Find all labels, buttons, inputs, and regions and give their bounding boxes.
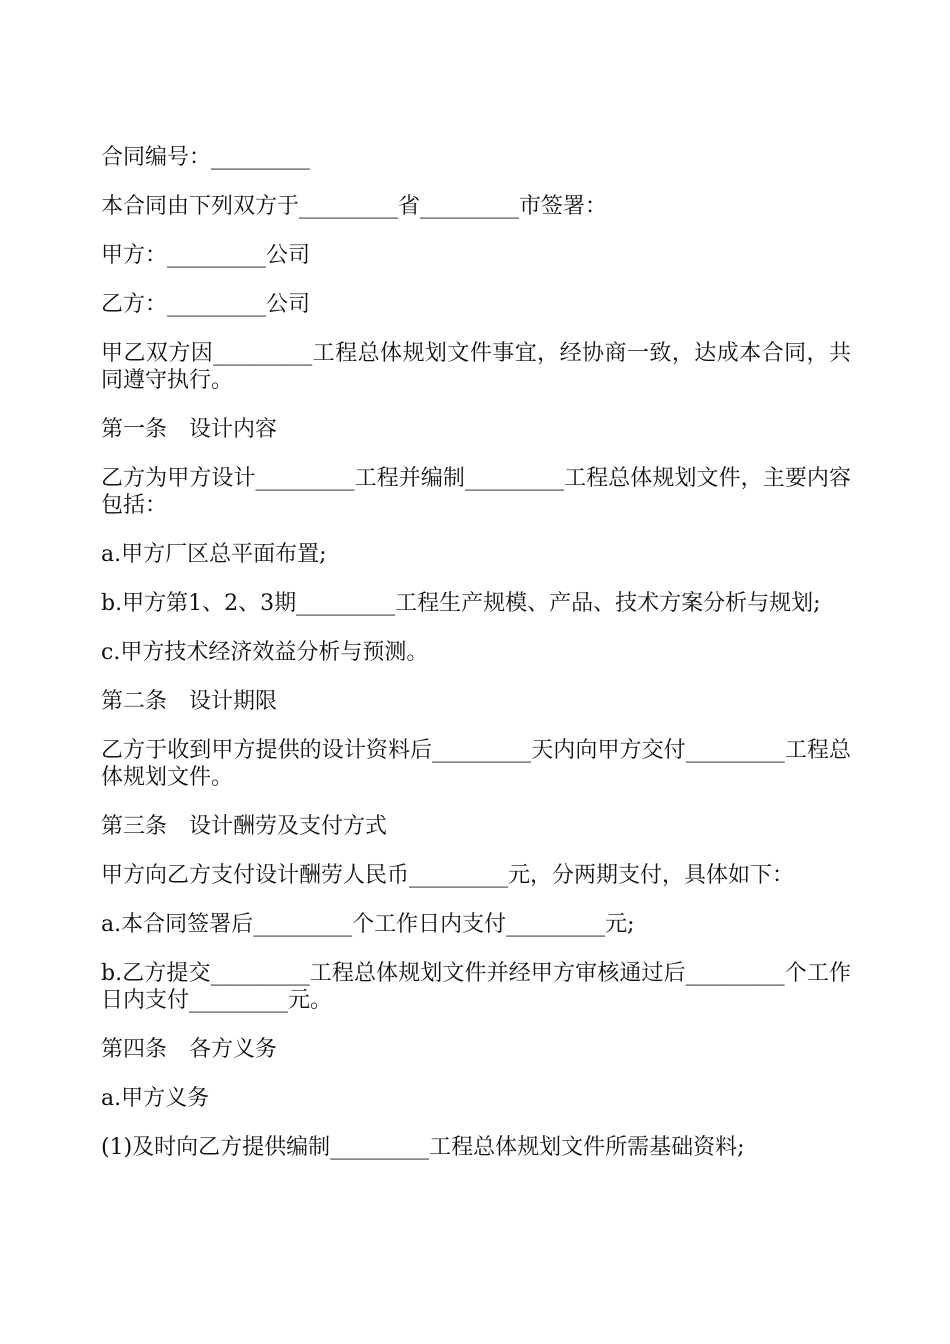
party-a-line: 甲方：_________公司 [101, 243, 311, 268]
contract-document [101, 144, 851, 1183]
article-1-item-a: a.甲方厂区总平面布置; [101, 542, 327, 567]
article-3-heading: 第三条 设计酬劳及支付方式 [101, 814, 388, 839]
signing-location-line: 本合同由下列双方于_________省_________市签署： [101, 194, 608, 219]
article-1-item-b: b.甲方第1、2、3期_________工程生产规模、产品、技术方案分析与规划; [101, 591, 821, 616]
article-4-item-1: (1)及时向乙方提供编制_________工程总体规划文件所需基础资料; [101, 1135, 745, 1160]
article-3-body: 甲方向乙方支付设计酬劳人民币_________元，分两期支付，具体如下： [101, 863, 795, 888]
party-b-line: 乙方：_________公司 [101, 292, 311, 317]
article-1-item-c: c.甲方技术经济效益分析与预测。 [101, 640, 429, 665]
article-1-heading: 第一条 设计内容 [101, 417, 278, 442]
article-3-item-b: b.乙方提交_________工程总体规划文件并经甲方审核通过后_________个工作日内支付_________元。 [101, 961, 851, 1013]
article-2-heading: 第二条 设计期限 [101, 689, 278, 714]
article-4-heading: 第四条 各方义务 [101, 1037, 278, 1062]
article-4-subheading-a: a.甲方义务 [101, 1086, 210, 1111]
preamble-paragraph: 甲乙双方因_________工程总体规划文件事宜，经协商一致，达成本合同，共同遵守执行。 [101, 341, 851, 393]
article-1-body: 乙方为甲方设计_________工程并编制_________工程总体规划文件，主要内容包括： [101, 466, 851, 518]
article-3-item-a: a.本合同签署后_________个工作日内支付_________元; [101, 912, 635, 937]
article-2-body: 乙方于收到甲方提供的设计资料后_________天内向甲方交付_________工程总体规划文件。 [101, 738, 851, 790]
contract-number-line: 合同编号：_________ [101, 145, 311, 170]
